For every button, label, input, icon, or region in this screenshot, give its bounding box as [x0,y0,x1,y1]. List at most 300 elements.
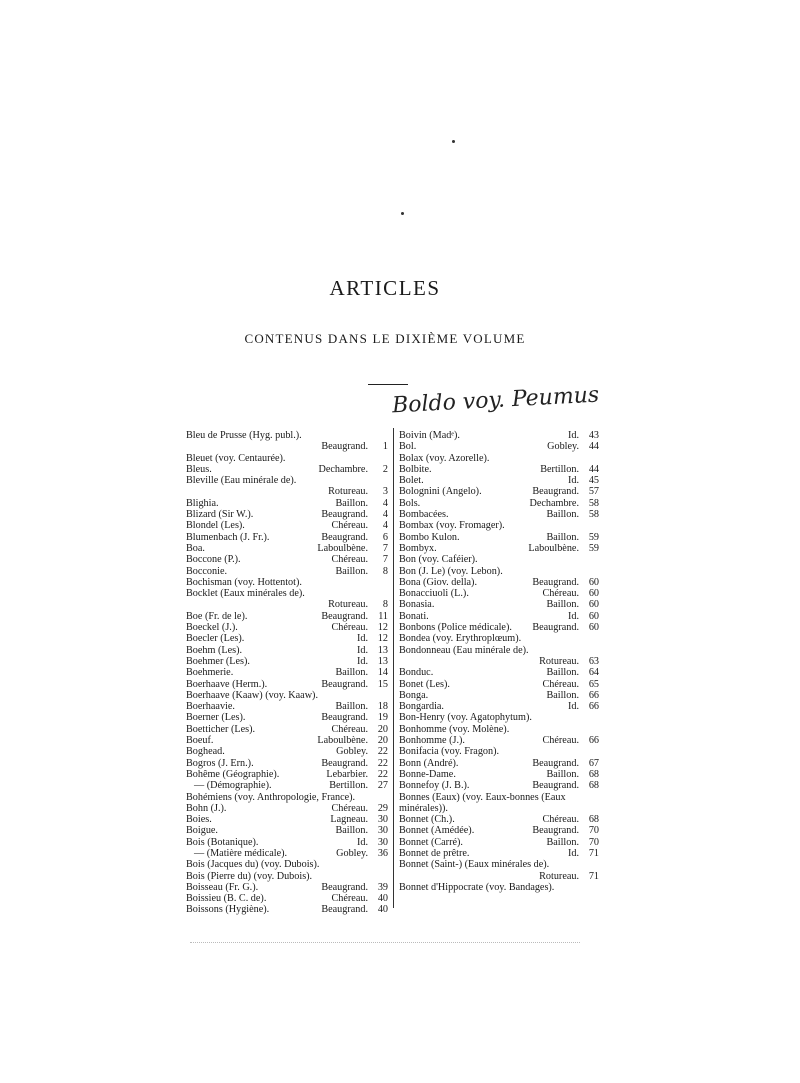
entry-term: Boehm (Les). [186,644,243,656]
entry-page-number: 1 [382,441,388,453]
entry-author: Bertillon. [540,463,579,475]
entry-meta [547,441,599,452]
entry-term: Bohémiens (voy. Anthropologie, France). [186,791,356,803]
entry-author: Id. [567,701,579,713]
entry-term: Bohn (J.). [186,802,227,814]
entry-term: Bon (J. Le) (voy. Lebon). [399,565,503,577]
entry-meta [329,780,388,791]
entry-author: Beaugrand. [532,486,579,498]
entry-meta [357,633,388,644]
entry-term: Bonnet de prêtre. [399,847,470,859]
entry-term: Bonne-Dame. [399,768,456,780]
entry-page-number: 13 [377,655,388,667]
entry-term: Boa. [186,542,205,554]
entry-page-number: 64 [588,667,599,679]
entry-term: Boivin (Madᵉ). [399,430,460,441]
entry-term: Bonnet (Amédée). [399,825,475,837]
entry-term: Bois (Pierre du) (voy. Dubois). [186,870,313,882]
index-entry [399,645,599,668]
entry-page-number: 7 [382,542,388,554]
entry-author: Baillon. [546,599,579,611]
index-entry [399,520,599,531]
index-entry [399,724,599,735]
entry-author: Beaugrand. [321,441,368,453]
index-entry [186,735,388,746]
entry-meta [319,464,389,475]
entry-meta [546,769,599,780]
index-entry [186,577,388,588]
entry-meta [530,498,600,509]
entry-author: Baillon. [546,667,579,679]
index-entry [399,859,599,882]
entry-author: Id. [567,475,579,487]
entry-page-number: 20 [377,723,388,735]
entry-author: Lebarbier. [326,768,368,780]
index-entry [186,690,388,701]
entry-author: Bertillon. [329,780,368,792]
entry-page-number: 13 [377,644,388,656]
entry-author: Gobley. [336,847,368,859]
entry-meta [532,825,599,836]
index-entry [186,837,388,848]
index-entry [399,599,599,610]
entry-meta [546,509,599,520]
entry-page-number: 30 [377,825,388,837]
entry-term: Bombax (voy. Fromager). [399,520,505,532]
entry-term: Bleu de Prusse (Hyg. publ.). [186,430,302,441]
entry-meta [546,837,599,848]
entry-term: Bon (voy. Caféier). [399,554,478,566]
entry-meta [186,599,388,610]
entry-term: — (Matière médicale). [194,847,288,859]
entry-meta [332,520,389,531]
index-column-right [399,430,599,893]
entry-term: Bleuet (voy. Centaurée). [186,452,286,464]
entry-page-number: 71 [588,870,599,882]
page-subtitle: CONTENUS DANS LE DIXIÈME VOLUME [244,331,526,346]
entry-term: Bonhomme (J.). [399,735,465,747]
entry-term: Boisseau (Fr. G.). [186,881,259,893]
index-entry [186,769,388,780]
entry-meta [540,464,599,475]
entry-meta [357,837,388,848]
entry-author: Id. [356,836,368,848]
index-entry [186,792,388,803]
entry-term: Boecler (Les). [186,633,245,645]
entry-author: Baillon. [546,509,579,521]
entry-author: Id. [567,610,579,622]
index-entry [186,520,388,531]
entry-page-number: 22 [377,746,388,758]
entry-meta [332,622,389,633]
entry-term: Bois (Botanique). [186,836,259,848]
entry-author: Baillon. [546,768,579,780]
entry-page-number: 59 [588,531,599,543]
index-entry [399,430,599,441]
entry-term: Boe (Fr. de le). [186,610,248,622]
index-entry [399,464,599,475]
entry-page-number: 70 [588,825,599,837]
entry-page-number: 66 [588,735,599,747]
entry-meta [357,656,388,667]
entry-term: — (Démographie). [194,780,272,792]
index-entry [186,679,388,690]
entry-page-number: 4 [382,509,388,521]
entry-page-number: 45 [588,475,599,487]
index-entry [186,611,388,622]
entry-term: Boerhaave (Kaaw) (voy. Kaaw). [186,689,318,701]
index-entry [399,633,599,644]
entry-author: Beaugrand. [321,712,368,724]
index-entry [186,859,388,870]
entry-page-number: 59 [588,542,599,554]
entry-author: Beaugrand. [321,757,368,769]
entry-meta [532,577,599,588]
entry-author: Beaugrand. [532,622,579,634]
entry-page-number: 20 [377,735,388,747]
entry-meta [546,599,599,610]
entry-meta [321,679,388,690]
entry-meta [321,611,388,622]
index-entry [186,825,388,836]
index-entry [186,871,388,882]
entry-author: Baillon. [546,836,579,848]
entry-page-number: 18 [377,701,388,713]
index-entry [399,679,599,690]
entry-term: Boissieu (B. C. de). [186,893,267,905]
entry-author: Lagneau. [330,814,368,826]
index-entry [399,543,599,554]
entry-page-number: 60 [588,610,599,622]
entry-page-number: 4 [382,520,388,532]
entry-page-number: 60 [588,622,599,634]
index-entry [399,792,599,815]
entry-term: Bocconie. [186,565,228,577]
entry-term: Bombacées. [399,509,449,521]
entry-term: Bonnet (Saint-) (Eaux minérales de). [399,859,550,871]
index-entry [186,893,388,904]
entry-author: Beaugrand. [532,757,579,769]
index-entry [186,701,388,712]
entry-author: Beaugrand. [532,825,579,837]
entry-page-number: 68 [588,768,599,780]
entry-page-number: 19 [377,712,388,724]
index-entry [186,712,388,723]
entry-meta [186,486,388,497]
entry-page-number: 7 [382,554,388,566]
entry-term: Boies. [186,814,212,826]
column-divider [393,428,394,908]
entry-term: Bleus. [186,463,212,475]
entry-meta [546,532,599,543]
entry-meta [321,509,388,520]
index-entry [399,690,599,701]
entry-meta [543,679,600,690]
entry-page-number: 60 [588,576,599,588]
entry-meta [317,735,388,746]
entry-term: Bolognini (Angelo). [399,486,482,498]
entry-term: Bon-Henry (voy. Agatophytum). [399,712,532,724]
entry-page-number: 30 [377,836,388,848]
index-entry [399,611,599,622]
index-entry [399,837,599,848]
index-entry [399,498,599,509]
page-title: ARTICLES [329,276,441,300]
entry-term: Boerner (Les). [186,712,246,724]
entry-meta [546,690,599,701]
entry-author: Dechambre. [529,497,579,509]
entry-term: Boeuf. [186,735,214,747]
entry-term: Bonnefoy (J. B.). [399,780,470,792]
index-entry [186,667,388,678]
entry-term: Boerhaave (Herm.). [186,678,268,690]
entry-author: Baillon. [335,565,368,577]
entry-page-number: 44 [588,441,599,453]
entry-page-number: 60 [588,599,599,611]
entry-meta [335,498,388,509]
entry-meta [532,486,599,497]
entry-author: Beaugrand. [321,678,368,690]
index-entry [399,667,599,678]
entry-author: Baillon. [335,825,368,837]
entry-author: Dechambre. [318,463,368,475]
entry-author: Beaugrand. [532,780,579,792]
entry-term: Bonnes (Eaux) (voy. Eaux-bonnes (Eaux minérales)). [399,791,566,814]
entry-page-number: 6 [382,531,388,543]
entry-meta [399,656,599,667]
entry-meta [357,645,388,656]
entry-page-number: 70 [588,836,599,848]
entry-page-number: 68 [588,814,599,826]
entry-author: Id. [356,655,368,667]
index-entry [186,904,388,915]
entry-meta [321,712,388,723]
entry-term: Bonnet (Carré). [399,836,463,848]
entry-term: Bohême (Géographie). [186,768,280,780]
entry-meta [532,622,599,633]
index-entry [399,566,599,577]
entry-meta [532,758,599,769]
entry-term: Boissons (Hygiène). [186,904,270,916]
entry-page-number: 71 [588,847,599,859]
entry-author: Id. [567,847,579,859]
entry-term: Bombyx. [399,542,437,554]
entry-meta [335,701,388,712]
entry-meta [568,848,599,859]
index-entry [399,622,599,633]
entry-page-number: 66 [588,689,599,701]
entry-meta [332,893,389,904]
entry-meta [543,735,600,746]
entry-page-number: 22 [377,768,388,780]
entry-page-number: 2 [382,463,388,475]
entry-term: Bols. [399,497,421,509]
entry-author: Baillon. [546,531,579,543]
entry-term: Bondonneau (Eau minérale de). [399,644,529,656]
index-entry [186,532,388,543]
entry-page-number: 44 [588,463,599,475]
index-entry [186,848,388,859]
entry-term: Blumenbach (J. Fr.). [186,531,270,543]
entry-term: Boigue. [186,825,218,837]
footer-rule [190,942,580,943]
entry-term: Boerhaavie. [186,701,235,713]
entry-page-number: 58 [588,509,599,521]
entry-page-number: 3 [382,486,388,498]
entry-meta [336,746,388,757]
entry-author: Id. [356,633,368,645]
entry-meta [335,825,388,836]
entry-author: Baillon. [335,667,368,679]
entry-term: Bonbons (Police médicale). [399,622,512,634]
entry-term: Bocklet (Eaux minérales de). [186,588,305,600]
index-entry [186,622,388,633]
entry-page-number: 67 [588,757,599,769]
index-entry [186,430,388,453]
entry-meta [568,430,599,441]
index-column-left [186,430,388,916]
index-entry [399,588,599,599]
entry-page-number: 8 [382,565,388,577]
entry-term: Blighia. [186,497,219,509]
entry-author: Beaugrand. [321,881,368,893]
entry-page-number: 30 [377,814,388,826]
entry-meta [336,848,388,859]
entry-meta [330,814,388,825]
entry-term: Bonifacia (voy. Fragon). [399,746,500,758]
entry-author: Chéreau. [331,520,368,532]
entry-meta [317,543,388,554]
entry-page-number: 63 [588,655,599,667]
entry-term: Boehmerie. [186,667,234,679]
entry-meta [321,882,388,893]
entry-page-number: 58 [588,497,599,509]
index-entry [186,656,388,667]
index-entry [186,554,388,565]
index-entry [186,475,388,498]
entry-author: Chéreau. [542,814,579,826]
entry-page-number: 12 [377,622,388,634]
entry-page-number: 29 [377,802,388,814]
index-entry [186,814,388,825]
entry-meta [321,904,388,915]
entry-author: Id. [567,430,579,441]
index-entry [186,633,388,644]
entry-page-number: 39 [377,881,388,893]
entry-author: Baillon. [335,497,368,509]
index-entry [186,803,388,814]
index-entry [399,882,599,893]
entry-meta [528,543,599,554]
entry-meta [335,667,388,678]
index-entry [186,464,388,475]
entry-page-number: 22 [377,757,388,769]
entry-term: Bonnet (Ch.). [399,814,455,826]
entry-page-number: 11 [378,610,388,622]
entry-author: Laboulbène. [528,542,579,554]
entry-meta [543,588,600,599]
index-entry [399,735,599,746]
entry-term: Bonhomme (voy. Molène). [399,723,510,735]
index-entry [399,554,599,565]
entry-author: Beaugrand. [321,509,368,521]
entry-term: Bois (Jacques du) (voy. Dubois). [186,859,320,871]
entry-author: Laboulbène. [317,542,368,554]
entry-term: Bonati. [399,610,429,622]
index-entry [186,566,388,577]
print-speck [401,212,404,215]
entry-term: Boehmer (Les). [186,655,250,667]
index-entry [399,848,599,859]
index-entry [186,758,388,769]
index-entry [399,780,599,791]
entry-author: Rotureau. [539,655,579,667]
index-entry [399,701,599,712]
index-entry [399,509,599,520]
entry-meta [332,803,389,814]
entry-meta [543,814,600,825]
index-entry [186,746,388,757]
entry-page-number: 66 [588,701,599,713]
index-entry [399,758,599,769]
entry-term: Bleville (Eau minérale de). [186,475,297,487]
entry-meta [332,724,389,735]
entry-page-number: 14 [377,667,388,679]
entry-meta [532,780,599,791]
entry-page-number: 4 [382,497,388,509]
index-entry [186,498,388,509]
entry-meta [335,566,388,577]
index-entry [399,712,599,723]
entry-page-number: 57 [588,486,599,498]
index-entry [399,453,599,464]
entry-term: Bolet. [399,475,424,487]
index-entry [186,588,388,611]
entry-author: Laboulbène. [317,735,368,747]
entry-meta [546,667,599,678]
entry-term: Bonet (Les). [399,678,450,690]
entry-term: Boghead. [186,746,225,758]
index-entry [186,509,388,520]
entry-term: Bochisman (voy. Hottentot). [186,576,302,588]
index-entry [186,453,388,464]
entry-page-number: 43 [588,430,599,441]
print-speck [452,140,455,143]
entry-term: Bonnet d'Hippocrate (voy. Bandages). [399,881,555,893]
entry-page-number: 65 [588,678,599,690]
entry-term: Bonasia. [399,599,435,611]
entry-page-number: 40 [377,904,388,916]
entry-page-number: 15 [377,678,388,690]
entry-term: Bongardia. [399,701,444,713]
entry-term: Bogros (J. Ern.). [186,757,254,769]
entry-author: Id. [356,644,368,656]
index-entry [186,882,388,893]
entry-author: Chéreau. [542,588,579,600]
entry-meta [568,611,599,622]
entry-term: Bona (Giov. della). [399,576,477,588]
index-entry [399,532,599,543]
entry-author: Chéreau. [542,678,579,690]
entry-meta [321,532,388,543]
entry-term: Bonduc. [399,667,434,679]
entry-author: Beaugrand. [321,610,368,622]
entry-author: Chéreau. [331,723,368,735]
handwritten-note: Boldo voy. Peumus [391,382,600,419]
index-entry [186,543,388,554]
entry-term: Bombo Kulon. [399,531,460,543]
index-entry [186,780,388,791]
